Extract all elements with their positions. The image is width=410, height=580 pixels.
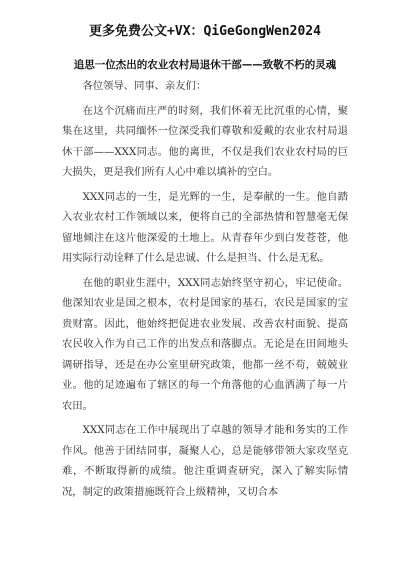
greeting-line: 各位领导、同事、亲友们： [82, 80, 207, 92]
promo-header: 更多免费公文+VX：QiGeGongWen2024 [89, 24, 321, 39]
body-paragraph-3: 在他的职业生涯中，XXX同志始终坚守初心，牢记使命。他深知农业是国之根本，农村是国家的基石，农民是国家的宝贵财富。因此，他始终把促进农业发展、改善农村面貌、提高农民收入作为自己工作的出发点和落脚点。无论是在田间地头调研指导，还是在办公室里研究政策，他都一丝不苟，兢兢业业。他的足迹遍布了辖区的每一个角落他的心血洒满了每一片农田。 [62, 276, 348, 412]
body-paragraph-1: 在这个沉痛而庄严的时刻，我们怀着无比沉重的心情，聚集在这里，共同缅怀一位深受我们尊敬和爱戴的农业农村局退休干部——XXX同志。他的离世，不仅是我们农业农村局的巨大损失，更是我们所有人心中难以填补的空白。 [62, 104, 348, 178]
body-paragraph-2: XXX同志的一生，是光辉的一生，是奉献的一生。他自踏入农业农村工作领域以来，便将自己的全部热情和智慧毫无保留地倾注在这片他深爱的土地上。从青春年少到白发苍苍，他用实际行动诠释了什么是忠诚、什么是担当、什么是无私。 [62, 190, 348, 264]
document-title: 追思一位杰出的农业农村局退休干部——致敬不朽的灵魂 [73, 59, 337, 71]
document-body [62, 76, 348, 502]
body-paragraph-4: XXX同志在工作中展现出了卓越的领导才能和务实的工作作风。他善于团结同事，凝聚人心，总是能够带领大家攻坚克难，不断取得新的成绩。他注重调查研究，深入了解实际情况，制定的政策措施既符合上级精神，又切合本 [62, 424, 348, 498]
